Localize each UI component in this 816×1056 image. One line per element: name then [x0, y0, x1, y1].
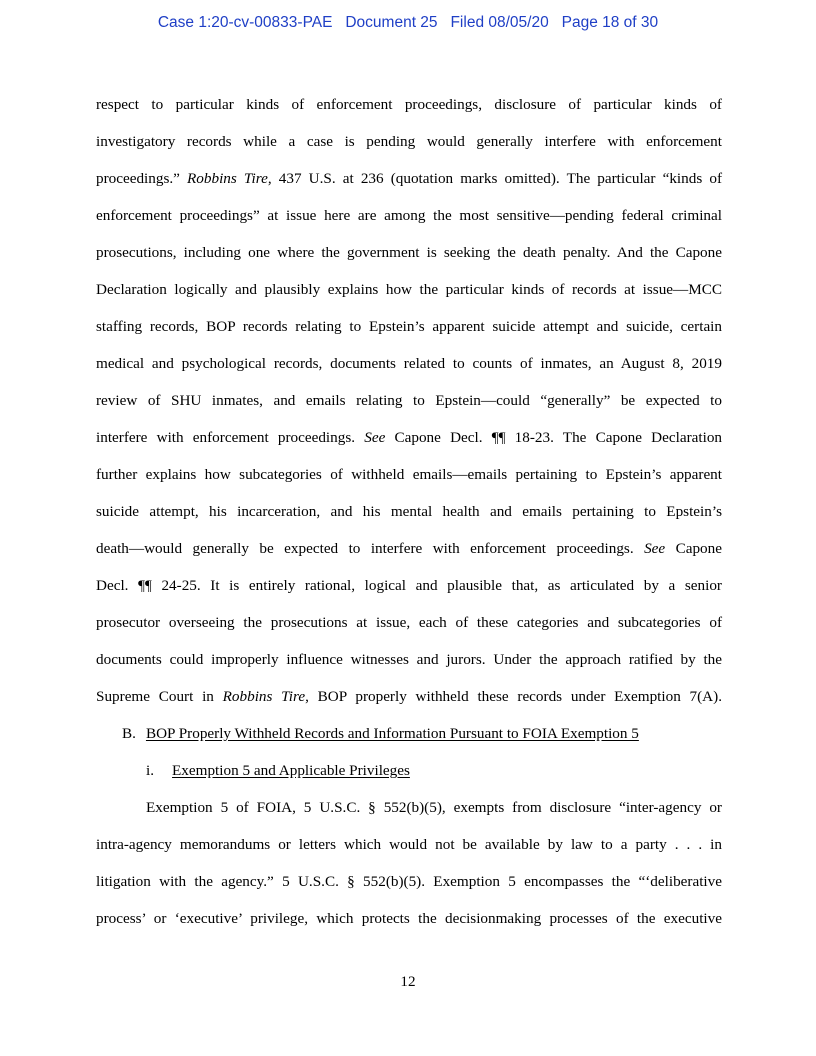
paragraph-line — [96, 160, 722, 197]
case-citation: Robbins Tire — [187, 170, 268, 187]
paragraph-line: prosecutions, including one where the government is seeking the death penalty. And the Capone — [96, 244, 722, 261]
paragraph-line: respect to particular kinds of enforcement proceedings, disclosure of particular kinds of — [96, 96, 722, 113]
document-body — [96, 86, 722, 937]
paragraph-line: further explains how subcategories of withheld emails—emails pertaining to Epstein’s apparent — [96, 466, 722, 483]
section-title: BOP Properly Withheld Records and Information Pursuant to FOIA Exemption 5 — [145, 725, 639, 742]
paragraph-line: medical and psychological records, documents related to counts of inmates, an August 8, 2019 — [96, 355, 722, 372]
text-run: interfere with enforcement proceedings. — [96, 429, 356, 446]
text-run: death—would generally be expected to interfere with enforcement proceedings. — [96, 540, 634, 557]
paragraph-line: documents could improperly influence witnesses and jurors. Under the approach ratified by the — [96, 651, 722, 668]
text-run: Capone — [675, 540, 722, 557]
paragraph-line: Exemption 5 of FOIA, 5 U.S.C. § 552(b)(5), exempts from disclosure “inter-agency or — [146, 799, 722, 816]
case-header: Case 1:20-cv-00833-PAE Document 25 Filed 08/05/20 Page 18 of 30 — [157, 14, 659, 31]
subsection-title: Exemption 5 and Applicable Privileges — [172, 762, 410, 779]
subsection-heading-i — [96, 752, 722, 789]
case-citation: Robbins Tire — [222, 688, 306, 705]
paragraph-line: investigatory records while a case is pending would generally interfere with enforcement — [96, 133, 722, 150]
page-number: 12 — [400, 973, 416, 990]
signal-see: See — [644, 540, 666, 557]
paragraph-line: prosecutor overseeing the prosecutions at issue, each of these categories and subcategories of — [96, 614, 722, 631]
paragraph-line — [96, 678, 722, 715]
section-label: B. — [122, 725, 136, 742]
paragraph-exemption-7a — [96, 86, 722, 715]
paragraph-line: review of SHU inmates, and emails relating to Epstein—could “generally” be expected to — [96, 392, 722, 409]
paragraph-line: Declaration logically and plausibly explains how the particular kinds of records at issue—MCC — [96, 281, 722, 298]
paragraph-line: suicide attempt, his incarceration, and his mental health and emails pertaining to Epstein’s — [96, 503, 722, 520]
text-run: , 437 U.S. at 236 (quotation marks omitted). The particular “kinds of — [267, 170, 722, 187]
text-run: Capone Decl. ¶¶ 18-23. The Capone Declaration — [394, 429, 723, 446]
paragraph-line: process’ or ‘executive’ privilege, which protects the decisionmaking processes of the executive — [96, 910, 722, 927]
paragraph-line: Decl. ¶¶ 24-25. It is entirely rational, logical and plausible that, as articulated by a senior — [96, 577, 722, 594]
text-run: , BOP properly withheld these records under Exemption 7(A). — [305, 688, 723, 705]
text-run: Supreme Court in — [96, 688, 214, 705]
paragraph-line: litigation with the agency.” 5 U.S.C. § 552(b)(5). Exemption 5 encompasses the “‘deliberative — [96, 873, 722, 890]
text-run: proceedings.” — [96, 170, 180, 187]
paragraph-line — [96, 530, 722, 567]
paragraph-line: intra-agency memorandums or letters which would not be available by law to a party . . . in — [96, 836, 722, 853]
section-heading-b — [96, 715, 722, 752]
paragraph-line: staffing records, BOP records relating to Epstein’s apparent suicide attempt and suicide, certain — [96, 318, 722, 335]
subsection-label: i. — [146, 762, 155, 779]
paragraph-exemption-5 — [96, 789, 722, 937]
paragraph-line: enforcement proceedings” at issue here are among the most sensitive—pending federal criminal — [96, 207, 722, 224]
signal-see: See — [364, 429, 386, 446]
paragraph-line — [96, 419, 722, 456]
